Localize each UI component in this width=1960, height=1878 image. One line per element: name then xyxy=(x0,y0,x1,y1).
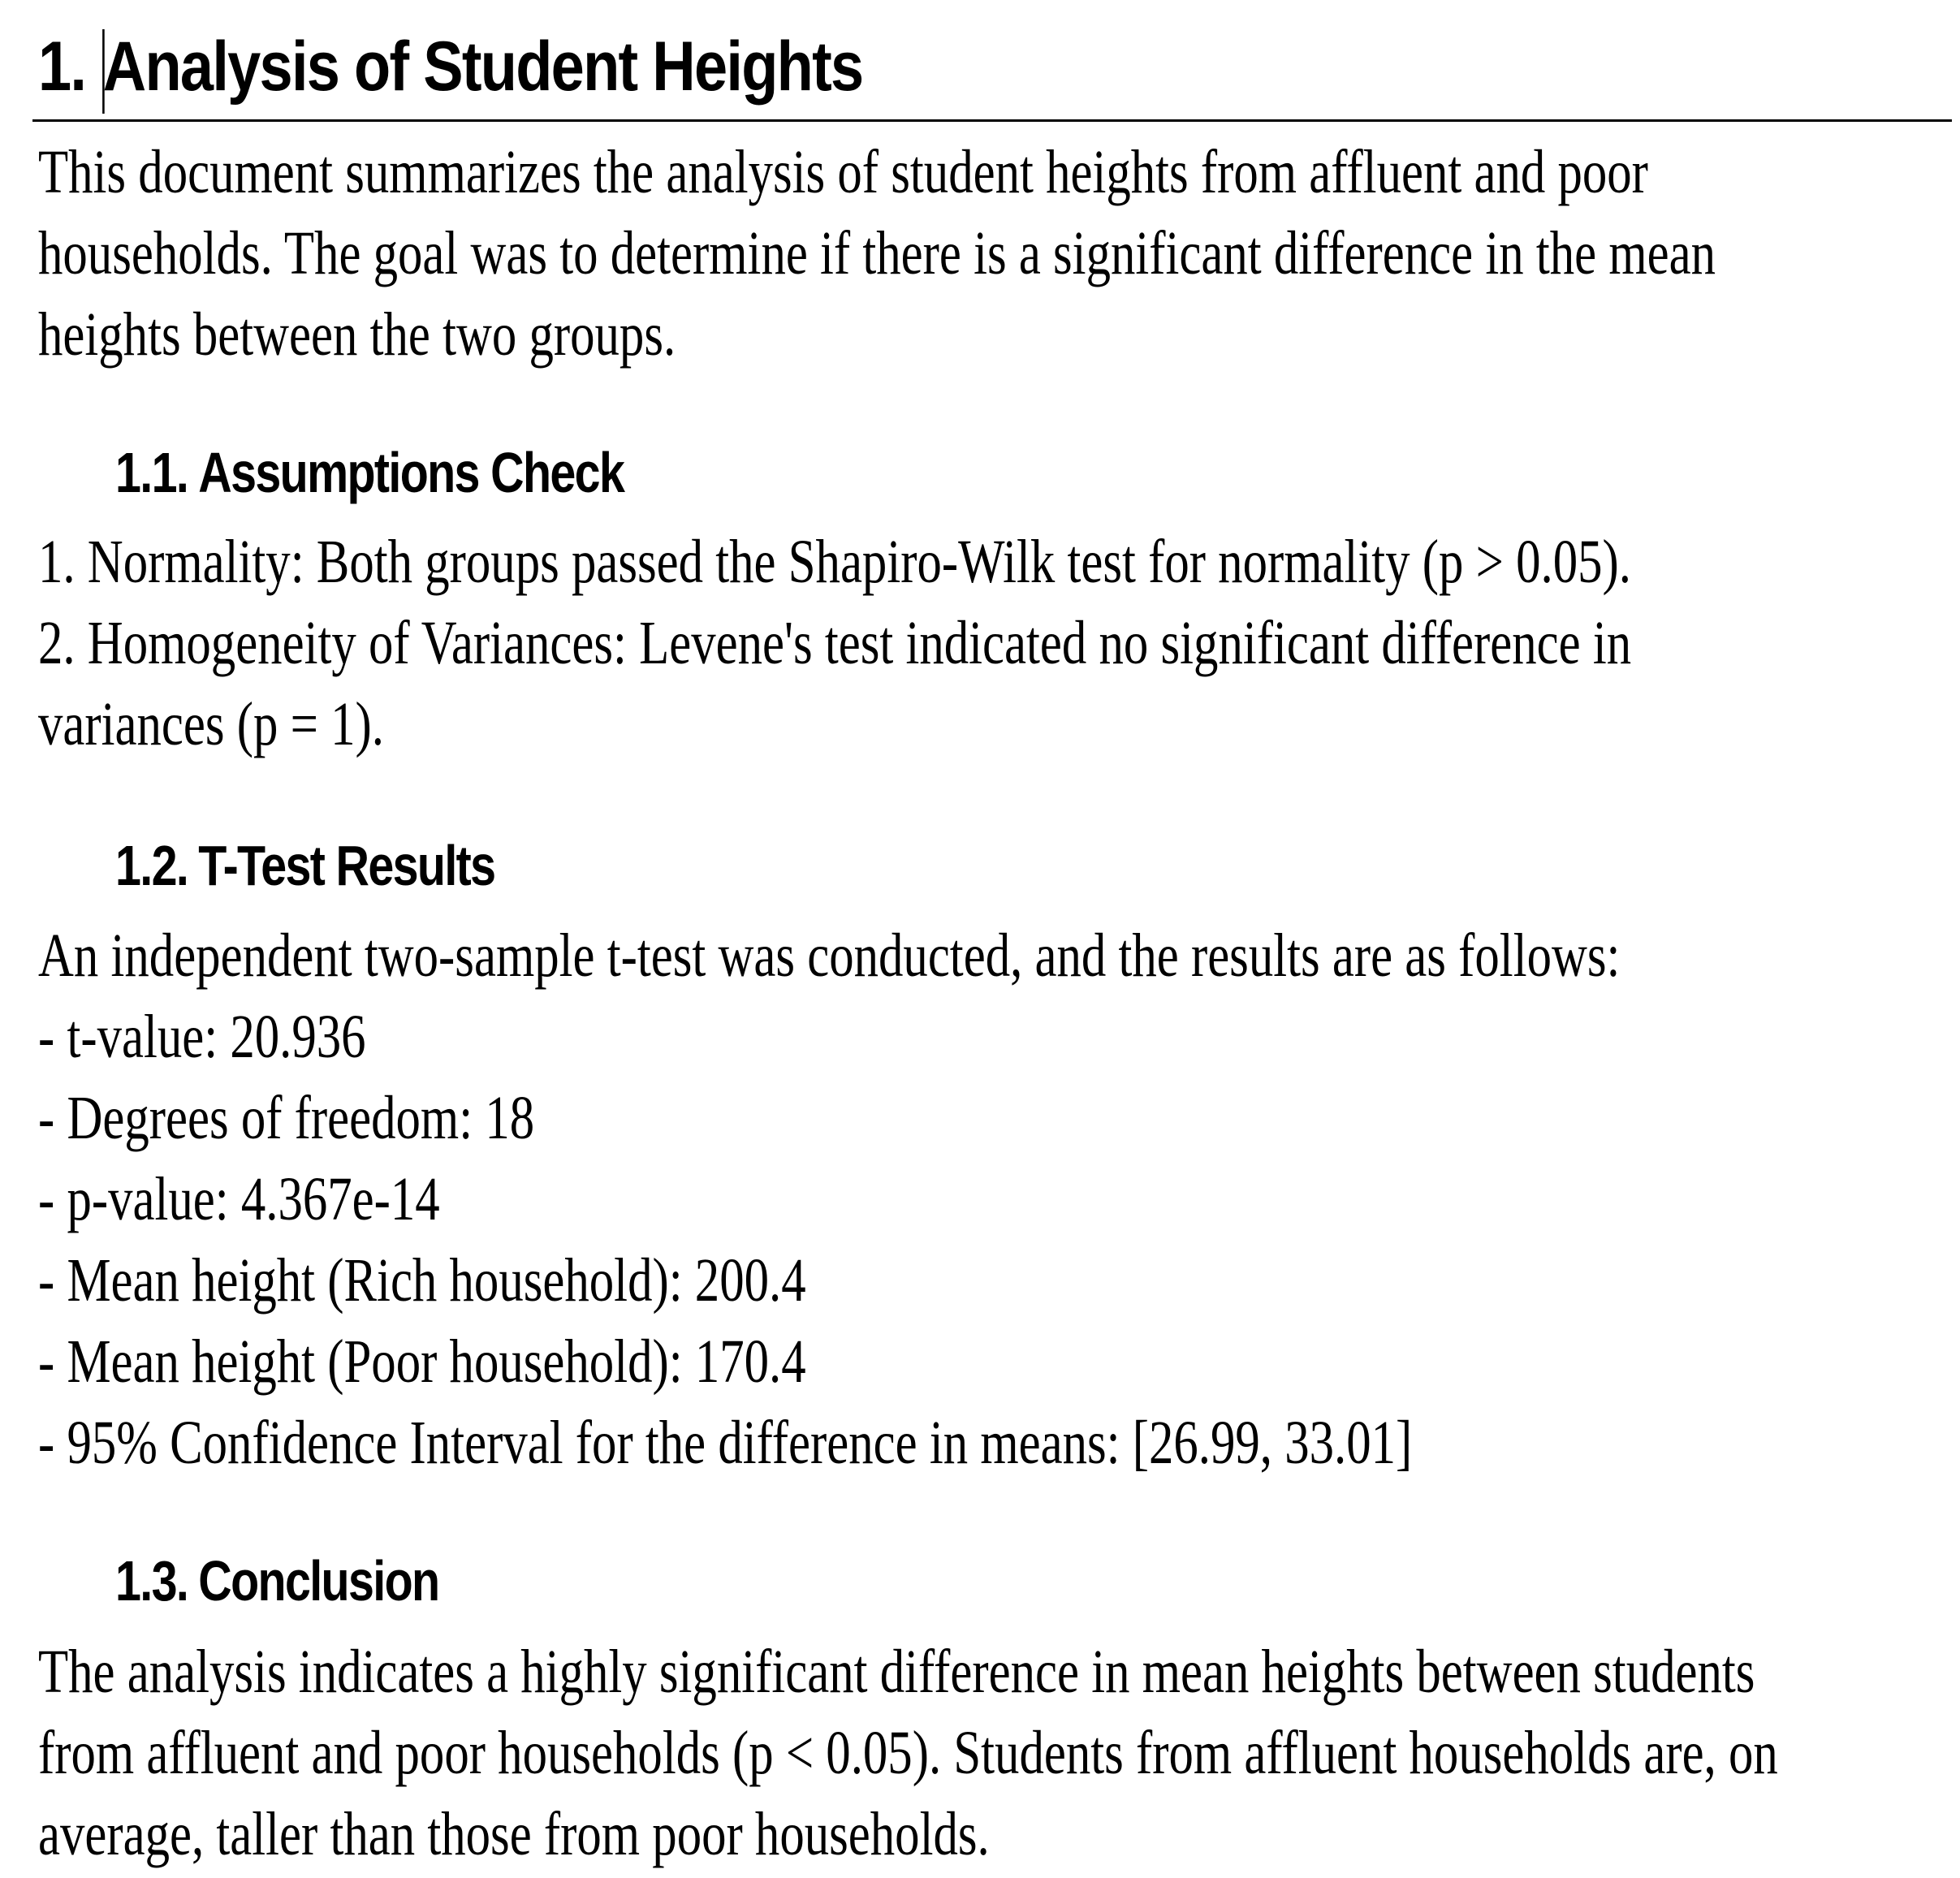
section-title[interactable]: Assumptions Check xyxy=(198,441,624,504)
list-item: - Mean height (Poor household): 170.4 xyxy=(38,1328,806,1396)
heading-1-title[interactable]: Analysis of Student Heights xyxy=(102,28,863,106)
assumptions-paragraph[interactable] xyxy=(38,521,1631,765)
section-number: 1.3. xyxy=(115,1549,188,1612)
paragraph-line: average, taller than those from poor households. xyxy=(38,1800,990,1868)
list-item: - t-value: 20.936 xyxy=(38,1003,366,1071)
paragraph-line: 2. Homogeneity of Variances: Levene's test indicated no significant difference in xyxy=(38,609,1632,677)
conclusion-paragraph[interactable] xyxy=(38,1631,1778,1875)
section-number: 1.1. xyxy=(115,441,188,504)
section-number: 1.2. xyxy=(115,834,188,897)
intro-paragraph[interactable] xyxy=(38,132,1716,375)
paragraph-line: This document summarizes the analysis of student heights from affluent and poor xyxy=(38,138,1648,206)
list-item: - p-value: 4.367e-14 xyxy=(38,1165,440,1233)
t-test-paragraph[interactable] xyxy=(38,915,1620,1483)
list-item: - 95% Confidence Interval for the difference in means: [26.99, 33.01] xyxy=(38,1409,1413,1477)
heading-t-test-results xyxy=(115,825,494,906)
list-item: - Degrees of freedom: 18 xyxy=(38,1084,535,1152)
paragraph-line: 1. Normality: Both groups passed the Shapiro-Wilk test for normality (p > 0.05). xyxy=(38,528,1631,596)
paragraph-line: The analysis indicates a highly significant difference in mean heights between students xyxy=(38,1638,1755,1706)
list-item: - Mean height (Rich household): 200.4 xyxy=(38,1246,806,1315)
paragraph-line: from affluent and poor households (p < 0.05). Students from affluent households are, on xyxy=(38,1719,1778,1787)
heading-conclusion xyxy=(115,1540,438,1621)
section-title[interactable]: T-Test Results xyxy=(198,834,495,897)
heading-1 xyxy=(38,18,862,115)
paragraph-line: heights between the two groups. xyxy=(38,300,676,369)
paragraph-line: An independent two-sample t-test was conducted, and the results are as follows: xyxy=(38,922,1621,990)
heading-1-number: 1. xyxy=(38,28,86,106)
paragraph-line: households. The goal was to determine if there is a significant difference in the mean xyxy=(38,219,1716,287)
heading-assumptions-check xyxy=(115,432,624,513)
paragraph-line: variances (p = 1). xyxy=(38,690,384,758)
heading-underline xyxy=(32,119,1952,122)
section-title[interactable]: Conclusion xyxy=(198,1549,439,1612)
